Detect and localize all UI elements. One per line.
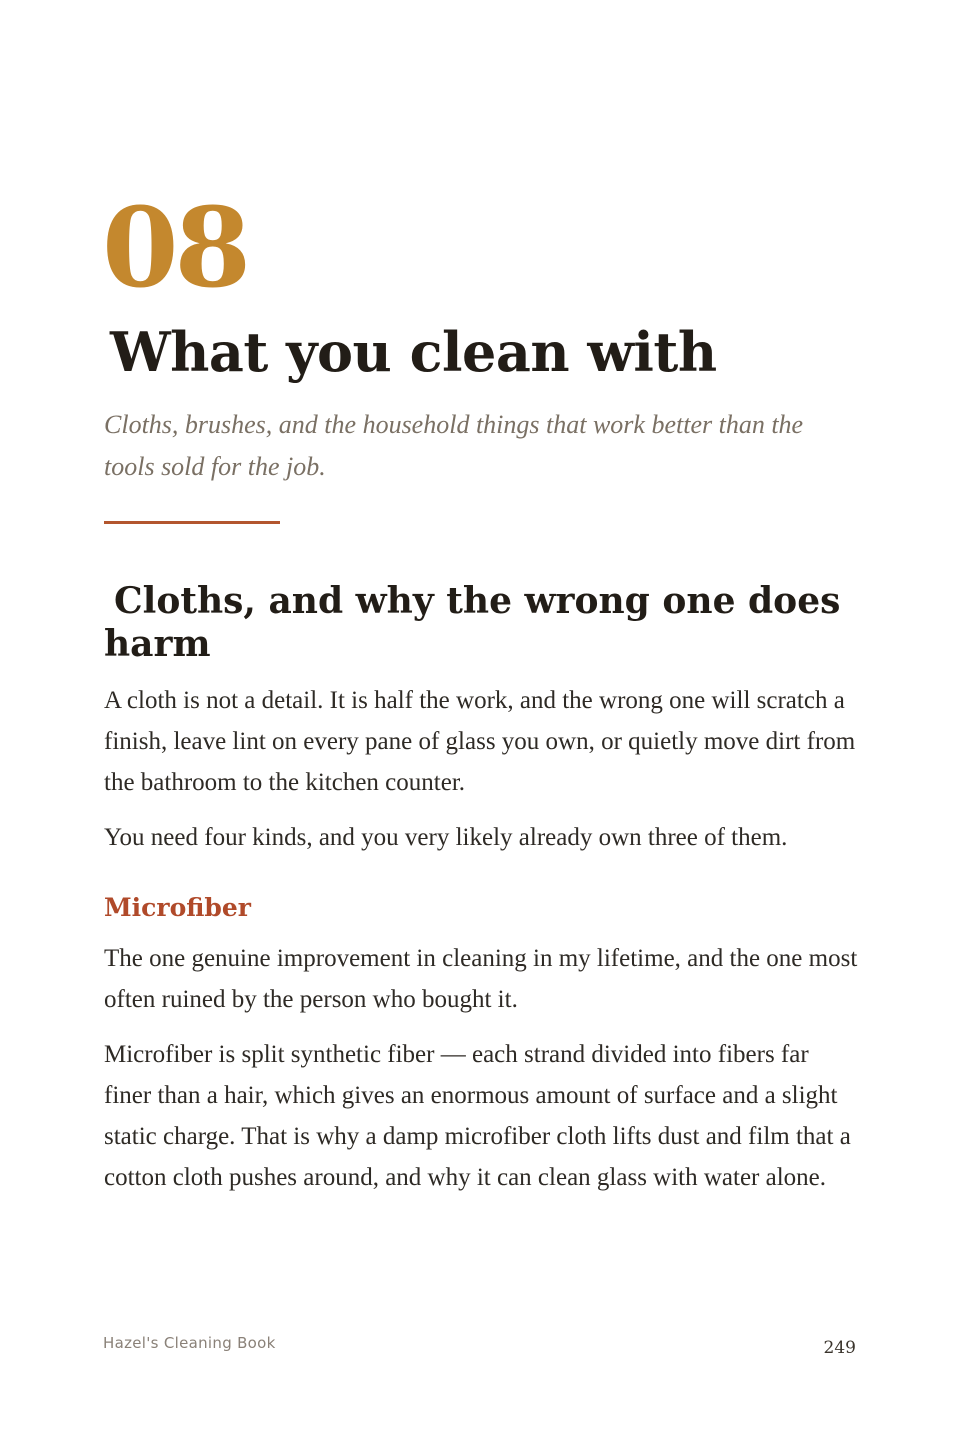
running-footer-book-title: Hazel's Cleaning Book [103,1334,276,1352]
chapter-body [104,580,860,1212]
chapter-subtitle: Cloths, brushes, and the household things that work better than the tools sold for the job. [104,410,804,481]
page-number: 249 [823,1338,856,1358]
section-paragraph-1: A cloth is not a detail. It is half the work, and the wrong one will scratch a finish, leave lint on every pane of glass you own, or quietly move dirt from the bathroom to the kitchen counter. [104,687,856,796]
subsection-heading: Microfiber [104,893,251,922]
section-paragraph-2: You need four kinds, and you very likely already own three of them. [104,824,788,851]
subsection-paragraph-2: Microfiber is split synthetic fiber — each strand divided into fibers far finer than a hair, which gives an enormous amount of surface and a slight static charge. That is why a damp microfiber cloth lifts dust and film that a cotton cloth pushes around, and why it can clean glass with water alone. [104,1041,851,1191]
chapter-number: 08 [102,183,248,312]
chapter-divider-rule [104,521,280,524]
section-heading: Cloths, and why the wrong one does harm [104,580,841,665]
subsection-paragraph-1: The one genuine improvement in cleaning in my lifetime, and the one most often ruined by the person who bought it. [104,945,858,1013]
chapter-title: What you clean with [110,320,717,384]
